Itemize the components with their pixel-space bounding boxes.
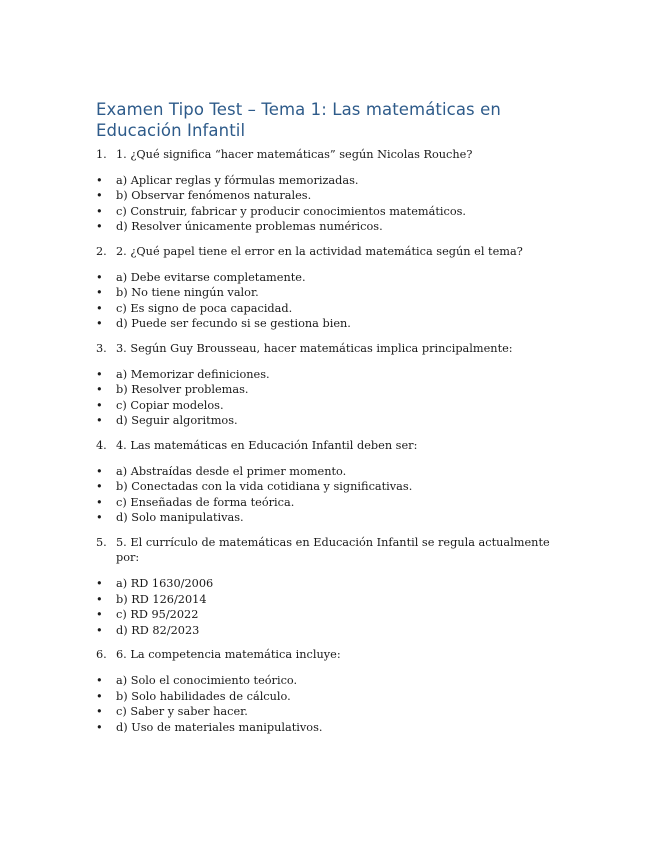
question-number: 1. [96, 148, 107, 161]
option-item [96, 704, 566, 720]
bullet-icon: • [96, 689, 103, 703]
option-text: b) Conectadas con la vida cotidiana y significativas. [116, 480, 413, 494]
option-text: b) Resolver problemas. [116, 383, 249, 397]
option-item [96, 495, 566, 511]
option-item [96, 689, 566, 705]
bullet-icon: • [96, 414, 103, 428]
option-item [96, 301, 566, 317]
option-item [96, 592, 566, 608]
option-text: c) Es signo de poca capacidad. [116, 301, 293, 315]
option-text: a) Abstraídas desde el primer momento. [116, 464, 347, 478]
question-block [96, 147, 566, 235]
question-block [96, 647, 566, 735]
option-item [96, 576, 566, 592]
option-item [96, 285, 566, 301]
bullet-icon: • [96, 204, 103, 218]
option-text: a) Aplicar reglas y fórmulas memorizadas. [116, 173, 359, 187]
question-label: 4. Las matemáticas en Educación Infantil deben ser: [116, 438, 418, 452]
option-item [96, 188, 566, 204]
bullet-icon: • [96, 398, 103, 412]
option-text: a) Solo el conocimiento teórico. [116, 674, 298, 688]
bullet-icon: • [96, 577, 103, 591]
option-list [96, 673, 566, 735]
option-item [96, 464, 566, 480]
question-block [96, 438, 566, 526]
option-text: b) RD 126/2014 [116, 592, 207, 606]
option-item [96, 270, 566, 286]
bullet-icon: • [96, 317, 103, 331]
option-text: d) Resolver únicamente problemas numéricos. [116, 220, 383, 234]
option-item [96, 623, 566, 639]
question-text [96, 647, 566, 663]
bullet-icon: • [96, 189, 103, 203]
option-item [96, 398, 566, 414]
option-text: b) Solo habilidades de cálculo. [116, 689, 291, 703]
question-number: 5. [96, 535, 107, 549]
question-label: 5. El currículo de matemáticas en Educación Infantil se regula actualmente por: [116, 535, 550, 565]
option-list [96, 576, 566, 638]
option-text: c) Construir, fabricar y producir conocimientos matemáticos. [116, 204, 467, 218]
option-item [96, 382, 566, 398]
question-label: 3. Según Guy Brousseau, hacer matemáticas implica principalmente: [116, 341, 513, 355]
bullet-icon: • [96, 608, 103, 622]
bullet-icon: • [96, 286, 103, 300]
question-block [96, 535, 566, 639]
question-text [96, 147, 566, 163]
bullet-icon: • [96, 464, 103, 478]
question-text [96, 341, 566, 357]
bullet-icon: • [96, 592, 103, 606]
option-item [96, 204, 566, 220]
option-item [96, 173, 566, 189]
option-item [96, 673, 566, 689]
question-number: 3. [96, 341, 107, 355]
option-item [96, 479, 566, 495]
option-text: a) RD 1630/2006 [116, 577, 214, 591]
option-text: d) RD 82/2023 [116, 623, 200, 637]
question-number: 4. [96, 438, 107, 452]
option-text: b) Observar fenómenos naturales. [116, 189, 312, 203]
question-number: 2. [96, 244, 107, 258]
bullet-icon: • [96, 383, 103, 397]
bullet-icon: • [96, 674, 103, 688]
option-text: a) Memorizar definiciones. [116, 367, 270, 381]
option-text: d) Seguir algoritmos. [116, 414, 238, 428]
question-block [96, 244, 566, 332]
option-text: d) Puede ser fecundo si se gestiona bien. [116, 317, 351, 331]
option-item [96, 413, 566, 429]
question-text [96, 535, 566, 566]
bullet-icon: • [96, 270, 103, 284]
option-item [96, 367, 566, 383]
question-text [96, 438, 566, 454]
question-label: 2. ¿Qué papel tiene el error en la actividad matemática según el tema? [116, 244, 523, 258]
bullet-icon: • [96, 173, 103, 187]
option-item [96, 316, 566, 332]
bullet-icon: • [96, 480, 103, 494]
question-list [96, 147, 566, 735]
option-text: d) Solo manipulativas. [116, 511, 244, 525]
question-text [96, 244, 566, 260]
option-text: a) Debe evitarse completamente. [116, 270, 306, 284]
bullet-icon: • [96, 511, 103, 525]
option-text: b) No tiene ningún valor. [116, 286, 259, 300]
option-list [96, 464, 566, 526]
bullet-icon: • [96, 367, 103, 381]
question-block [96, 341, 566, 429]
option-item [96, 510, 566, 526]
bullet-icon: • [96, 220, 103, 234]
document-title: Examen Tipo Test – Tema 1: Las matemáticas en Educación Infantil [96, 100, 501, 140]
option-text: c) Copiar modelos. [116, 398, 224, 412]
bullet-icon: • [96, 301, 103, 315]
option-item [96, 219, 566, 235]
question-label: 6. La competencia matemática incluye: [116, 648, 341, 662]
option-text: c) Enseñadas de forma teórica. [116, 495, 295, 509]
question-number: 6. [96, 648, 107, 662]
option-item [96, 607, 566, 623]
option-list [96, 173, 566, 235]
question-label: 1. ¿Qué significa “hacer matemáticas” según Nicolas Rouche? [116, 148, 473, 161]
bullet-icon: • [96, 623, 103, 637]
option-item [96, 720, 566, 736]
option-text: d) Uso de materiales manipulativos. [116, 720, 323, 734]
document-content [96, 99, 566, 744]
option-list [96, 270, 566, 332]
option-text: c) Saber y saber hacer. [116, 705, 248, 719]
bullet-icon: • [96, 705, 103, 719]
bullet-icon: • [96, 720, 103, 734]
option-text: c) RD 95/2022 [116, 608, 199, 622]
bullet-icon: • [96, 495, 103, 509]
option-list [96, 367, 566, 429]
